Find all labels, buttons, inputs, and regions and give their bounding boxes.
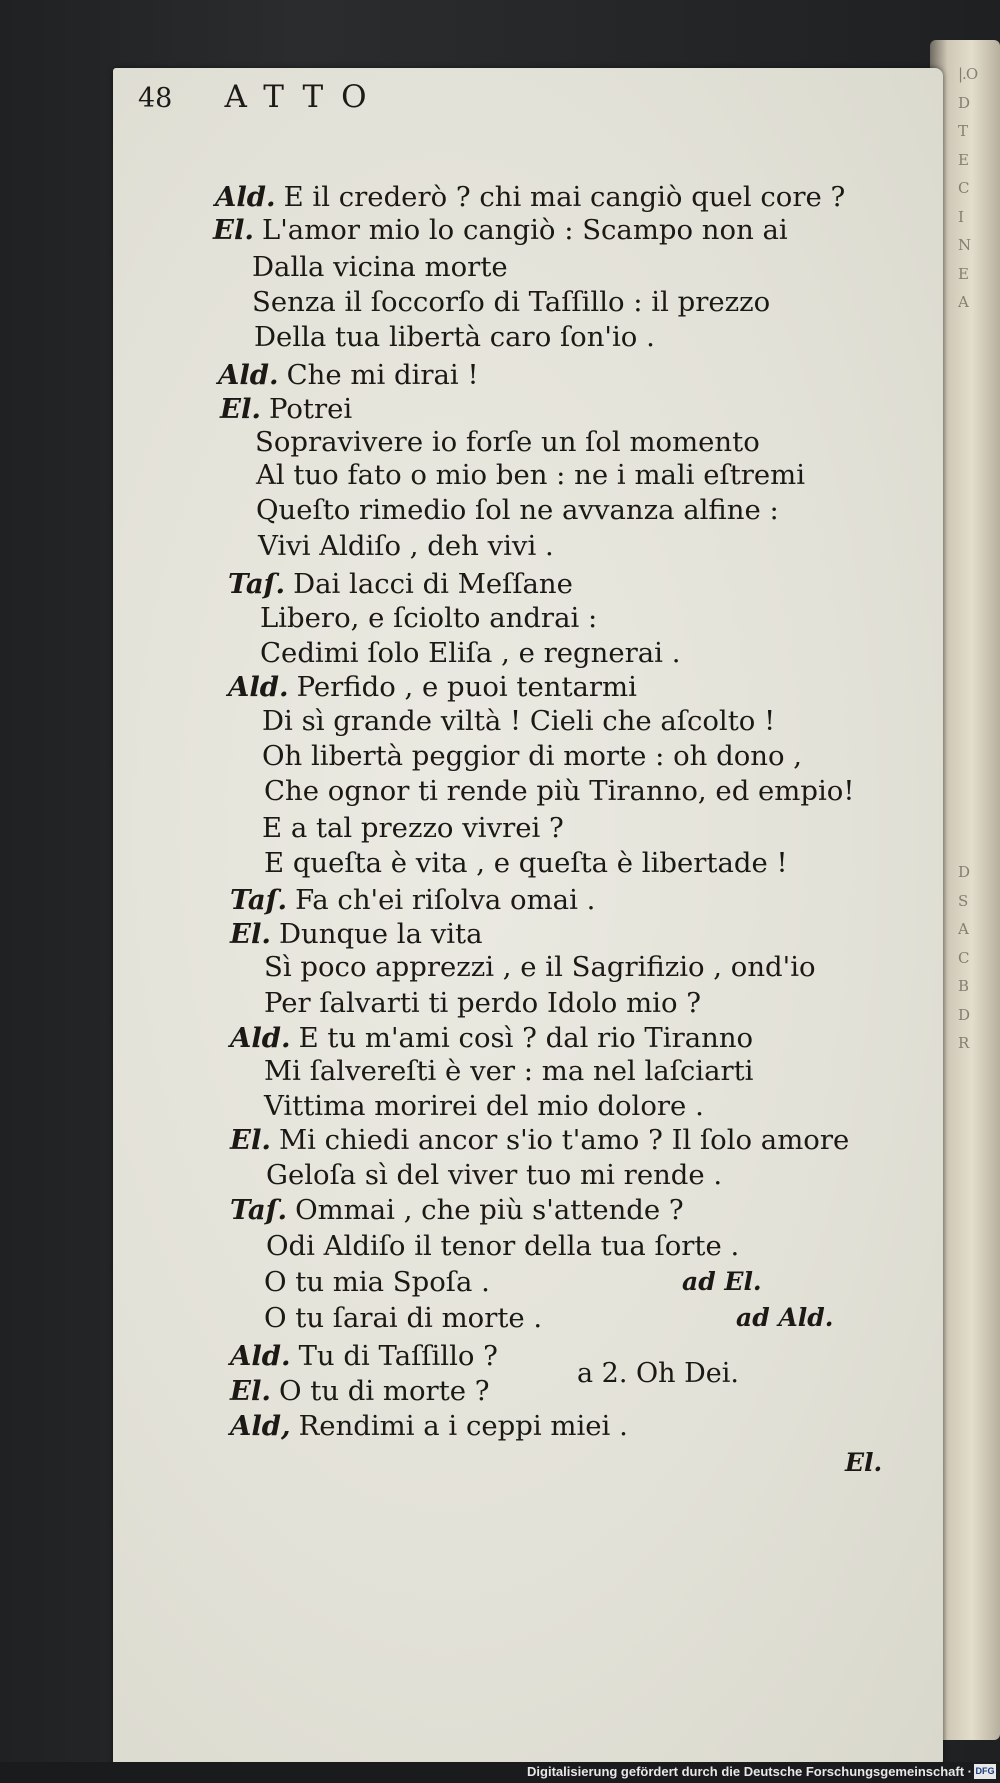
text-line bbox=[252, 286, 771, 318]
line-text: Odi Aldiſo il tenor della tua ſorte . bbox=[266, 1230, 740, 1262]
catchword: El. bbox=[845, 1448, 883, 1477]
line-text: E il crederò ? chi mai cangiò quel core ? bbox=[283, 181, 846, 213]
line-text: Dalla vicina morte bbox=[252, 251, 508, 283]
text-line bbox=[230, 1375, 490, 1407]
line-text: Al tuo fato o mio ben : ne i mali eſtremi bbox=[256, 459, 806, 491]
footer-credit: Digitalisierung gefördert durch die Deutsche Forschungsgemeinschaft · bbox=[527, 1764, 972, 1779]
page-number: 48 bbox=[138, 83, 173, 114]
line-text: Fa ch'ei riſolva omai . bbox=[295, 884, 596, 916]
stage-direction-together: a 2. Oh Dei. bbox=[577, 1358, 739, 1389]
text-line bbox=[230, 1410, 628, 1442]
text-line bbox=[228, 671, 637, 703]
speaker-label: El. bbox=[230, 1124, 271, 1156]
line-text: Oh libertà peggior di morte : oh dono , bbox=[262, 740, 803, 772]
line-text: Per ſalvarti ti perdo Idolo mio ? bbox=[264, 987, 702, 1019]
line-text: Della tua libertà caro ſon'io . bbox=[254, 321, 655, 353]
text-line bbox=[264, 1090, 704, 1122]
text-line bbox=[213, 214, 788, 246]
text-line bbox=[228, 568, 573, 600]
line-text: Che mi dirai ! bbox=[286, 359, 479, 391]
text-line bbox=[255, 426, 760, 458]
text-line bbox=[254, 321, 655, 353]
line-text: Mi ſalvereſti è ver : ma nel laſciarti bbox=[264, 1055, 754, 1087]
text-line bbox=[264, 1055, 754, 1087]
text-line bbox=[264, 987, 702, 1019]
text-line bbox=[230, 1124, 850, 1156]
text-line bbox=[262, 705, 776, 737]
text-line bbox=[230, 1022, 754, 1054]
line-text: Sopravivere io forſe un ſol momento bbox=[255, 426, 760, 458]
adjacent-page-text-fragment: |.O D T E C I N E A D S A C B D R bbox=[958, 65, 978, 1052]
line-text: Dai lacci di Meſſane bbox=[293, 568, 573, 600]
line-text: O tu mia Spoſa . bbox=[264, 1266, 490, 1298]
text-line bbox=[215, 181, 846, 213]
line-text: Tu di Taſſillo ? bbox=[298, 1340, 498, 1372]
line-text: Queſto rimedio ſol ne avvanza alfine : bbox=[256, 494, 779, 526]
text-line bbox=[262, 740, 803, 772]
text-line bbox=[256, 494, 779, 526]
text-line bbox=[260, 637, 681, 669]
line-text: Mi chiedi ancor s'io t'amo ? Il ſolo amore bbox=[278, 1124, 850, 1156]
speaker-label: El. bbox=[213, 214, 254, 246]
line-text: Vivi Aldiſo , deh vivi . bbox=[258, 530, 554, 562]
line-text: Senza il ſoccorſo di Taſſillo : il prezzo bbox=[252, 286, 771, 318]
line-text: Di sì grande viltà ! Cieli che aſcolto ! bbox=[262, 705, 776, 737]
line-text: Ommai , che più s'attende ? bbox=[295, 1194, 684, 1226]
text-line bbox=[230, 1340, 498, 1372]
text-line bbox=[264, 951, 816, 983]
speaker-label: Ald. bbox=[218, 359, 279, 391]
speaker-label: Taſ. bbox=[230, 884, 288, 916]
line-text: O tu ſarai di morte . bbox=[264, 1302, 543, 1334]
speaker-label: El. bbox=[220, 393, 261, 425]
speaker-label: Taſ. bbox=[230, 1194, 288, 1226]
text-line bbox=[230, 918, 483, 950]
text-line bbox=[262, 812, 564, 844]
text-line bbox=[256, 459, 806, 491]
text-line bbox=[260, 602, 598, 634]
line-text: Che ognor ti rende più Tiranno, ed empio! bbox=[264, 775, 855, 807]
speaker-label: Ald. bbox=[228, 671, 289, 703]
text-line bbox=[230, 1194, 684, 1226]
text-line bbox=[252, 251, 508, 283]
line-text: Rendimi a i ceppi miei . bbox=[298, 1410, 628, 1442]
line-text: E queſta è vita , e queſta è libertade ! bbox=[264, 847, 788, 879]
stage-direction-to-aldiso: ad Ald. bbox=[736, 1303, 834, 1332]
speaker-label: Ald, bbox=[230, 1410, 291, 1442]
stage-direction-to-elisa: ad El. bbox=[682, 1267, 762, 1296]
text-line bbox=[230, 884, 596, 916]
line-text: Cedimi ſolo Eliſa , e regnerai . bbox=[260, 637, 681, 669]
text-line bbox=[264, 1302, 543, 1334]
text-line bbox=[266, 1159, 723, 1191]
speaker-label: Ald. bbox=[230, 1022, 291, 1054]
line-text: O tu di morte ? bbox=[278, 1375, 490, 1407]
speaker-label: Ald. bbox=[230, 1340, 291, 1372]
line-text: Libero, e ſciolto andrai : bbox=[260, 602, 598, 634]
line-text: E tu m'ami così ? dal rio Tiranno bbox=[298, 1022, 754, 1054]
speaker-label: El. bbox=[230, 918, 271, 950]
line-text: Dunque la vita bbox=[278, 918, 483, 950]
text-line bbox=[264, 1266, 490, 1298]
line-text: Potrei bbox=[268, 393, 353, 425]
speaker-label: El. bbox=[230, 1375, 271, 1407]
text-line bbox=[218, 359, 479, 391]
speaker-label: Taſ. bbox=[228, 568, 286, 600]
text-line bbox=[264, 775, 855, 807]
line-text: Sì poco apprezzi , e il Sagrifizio , ond'io bbox=[264, 951, 816, 983]
dfg-logo: DFG bbox=[974, 1764, 996, 1779]
line-text: E a tal prezzo vivrei ? bbox=[262, 812, 564, 844]
line-text: Perfido , e puoi tentarmi bbox=[296, 671, 637, 703]
line-text: Geloſa sì del viver tuo mi rende . bbox=[266, 1159, 723, 1191]
text-line bbox=[264, 847, 788, 879]
text-line bbox=[266, 1230, 740, 1262]
line-text: L'amor mio lo cangiò : Scampo non ai bbox=[261, 214, 788, 246]
speaker-label: Ald. bbox=[215, 181, 276, 213]
text-line bbox=[258, 530, 554, 562]
running-title: ATTO bbox=[224, 79, 385, 115]
text-line bbox=[220, 393, 353, 425]
line-text: Vittima morirei del mio dolore . bbox=[264, 1090, 704, 1122]
